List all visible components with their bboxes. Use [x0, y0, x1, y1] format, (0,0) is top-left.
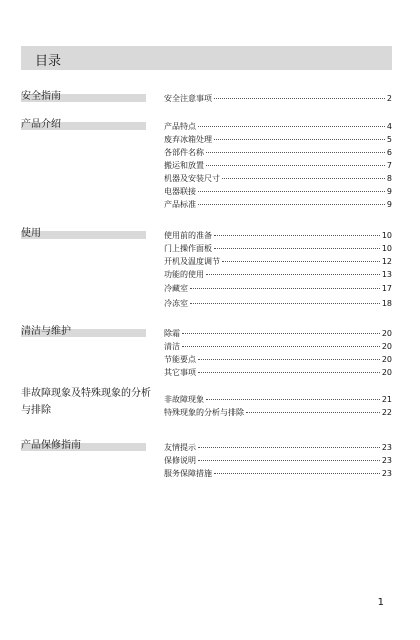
section-title: 非故障现象及特殊现象的分析与排除 [21, 388, 151, 416]
toc-entry-page: 22 [381, 408, 392, 417]
toc-entry-label: 安全注意事项 [164, 94, 212, 103]
section-entries [164, 327, 392, 379]
leader-dots [214, 465, 380, 474]
leader-dots [198, 196, 385, 205]
toc-entry[interactable] [164, 92, 392, 105]
leader-dots [190, 295, 380, 304]
toc-entry-page: 23 [381, 456, 392, 465]
section-entries [164, 393, 392, 419]
leader-dots [198, 118, 385, 127]
toc-entry-page: 12 [381, 257, 392, 266]
toc-entry[interactable] [164, 406, 392, 419]
toc-entry-page: 9 [386, 187, 392, 196]
section-title: 产品介绍 [21, 116, 146, 134]
leader-dots [198, 452, 380, 461]
toc-entry-page: 5 [386, 135, 392, 144]
toc-entry[interactable] [164, 296, 392, 311]
leader-dots [222, 253, 380, 262]
toc-entry-label: 保修说明 [164, 456, 196, 465]
toc-entry-label: 非故障现象 [164, 395, 204, 404]
section-title: 清洁与维护 [21, 323, 146, 341]
toc-entry-page: 4 [386, 122, 392, 131]
leader-dots [214, 90, 385, 99]
toc-entry-label: 使用前的准备 [164, 231, 212, 240]
toc-entry-page: 20 [381, 355, 392, 364]
toc-entry-label: 搬运和放置 [164, 161, 204, 170]
leader-dots [214, 131, 385, 140]
section-entries [164, 229, 392, 311]
toc-entry-page: 20 [381, 342, 392, 351]
toc-entry-page: 8 [386, 174, 392, 183]
toc-entry-label: 冷藏室 [164, 284, 188, 293]
toc-entry-page: 20 [381, 368, 392, 377]
leader-dots [222, 170, 385, 179]
leader-dots [182, 325, 380, 334]
toc-entry-label: 开机及温度调节 [164, 257, 220, 266]
section-entries [164, 441, 392, 480]
leader-dots [206, 391, 380, 400]
toc-entry-page: 13 [381, 270, 392, 279]
leader-dots [198, 439, 380, 448]
leader-dots [198, 351, 380, 360]
toc-entry-label: 友情提示 [164, 443, 196, 452]
leader-dots [214, 227, 380, 236]
toc-entry-label: 各部件名称 [164, 148, 204, 157]
leader-dots [214, 240, 380, 249]
toc-header-bar [21, 46, 392, 70]
toc-entry-page: 23 [381, 469, 392, 478]
toc-entry[interactable] [164, 366, 392, 379]
toc-entry-page: 18 [381, 299, 392, 308]
toc-entry[interactable] [164, 198, 392, 211]
toc-entry-label: 产品特点 [164, 122, 196, 131]
toc-entry-page: 21 [381, 395, 392, 404]
toc-entry-label: 功能的使用 [164, 270, 204, 279]
leader-dots [182, 338, 380, 347]
toc-entry-label: 特殊现象的分析与排除 [164, 408, 244, 417]
leader-dots [198, 183, 385, 192]
toc-entry-page: 23 [381, 443, 392, 452]
leader-dots [206, 266, 380, 275]
toc-entry-page: 10 [381, 244, 392, 253]
section-title: 安全指南 [21, 88, 146, 106]
leader-dots [190, 280, 380, 289]
toc-entry-page: 2 [386, 94, 392, 103]
leader-dots [198, 364, 380, 373]
toc-entry-label: 节能要点 [164, 355, 196, 364]
toc-entry-page: 6 [386, 148, 392, 157]
toc-entry-label: 其它事项 [164, 368, 196, 377]
toc-entry-label: 产品标准 [164, 200, 196, 209]
toc-entry-label: 电器联接 [164, 187, 196, 196]
toc-entry-page: 7 [386, 161, 392, 170]
toc-entry-label: 清洁 [164, 342, 180, 351]
section-title: 使用 [21, 225, 146, 243]
toc-entry-label: 废弃冰箱处理 [164, 135, 212, 144]
toc-entry-page: 17 [381, 284, 392, 293]
toc-entry-page: 20 [381, 329, 392, 338]
toc-entry-label: 冷冻室 [164, 299, 188, 308]
page-number: 1 [377, 597, 384, 608]
leader-dots [246, 404, 380, 413]
toc-entry[interactable] [164, 281, 392, 296]
toc-entry-label: 机器及安装尺寸 [164, 174, 220, 183]
toc-entry[interactable] [164, 467, 392, 480]
leader-dots [206, 144, 385, 153]
page-title: 目录 [35, 54, 62, 69]
section-entries [164, 120, 392, 211]
section-entries [164, 92, 392, 105]
toc-entry-label: 除霜 [164, 329, 180, 338]
section-title: 产品保修指南 [21, 437, 146, 455]
toc-entry-page: 10 [381, 231, 392, 240]
leader-dots [206, 157, 385, 166]
toc-entry-page: 9 [386, 200, 392, 209]
toc-entry-label: 门上操作面板 [164, 244, 212, 253]
toc-entry-label: 服务保障措施 [164, 469, 212, 478]
